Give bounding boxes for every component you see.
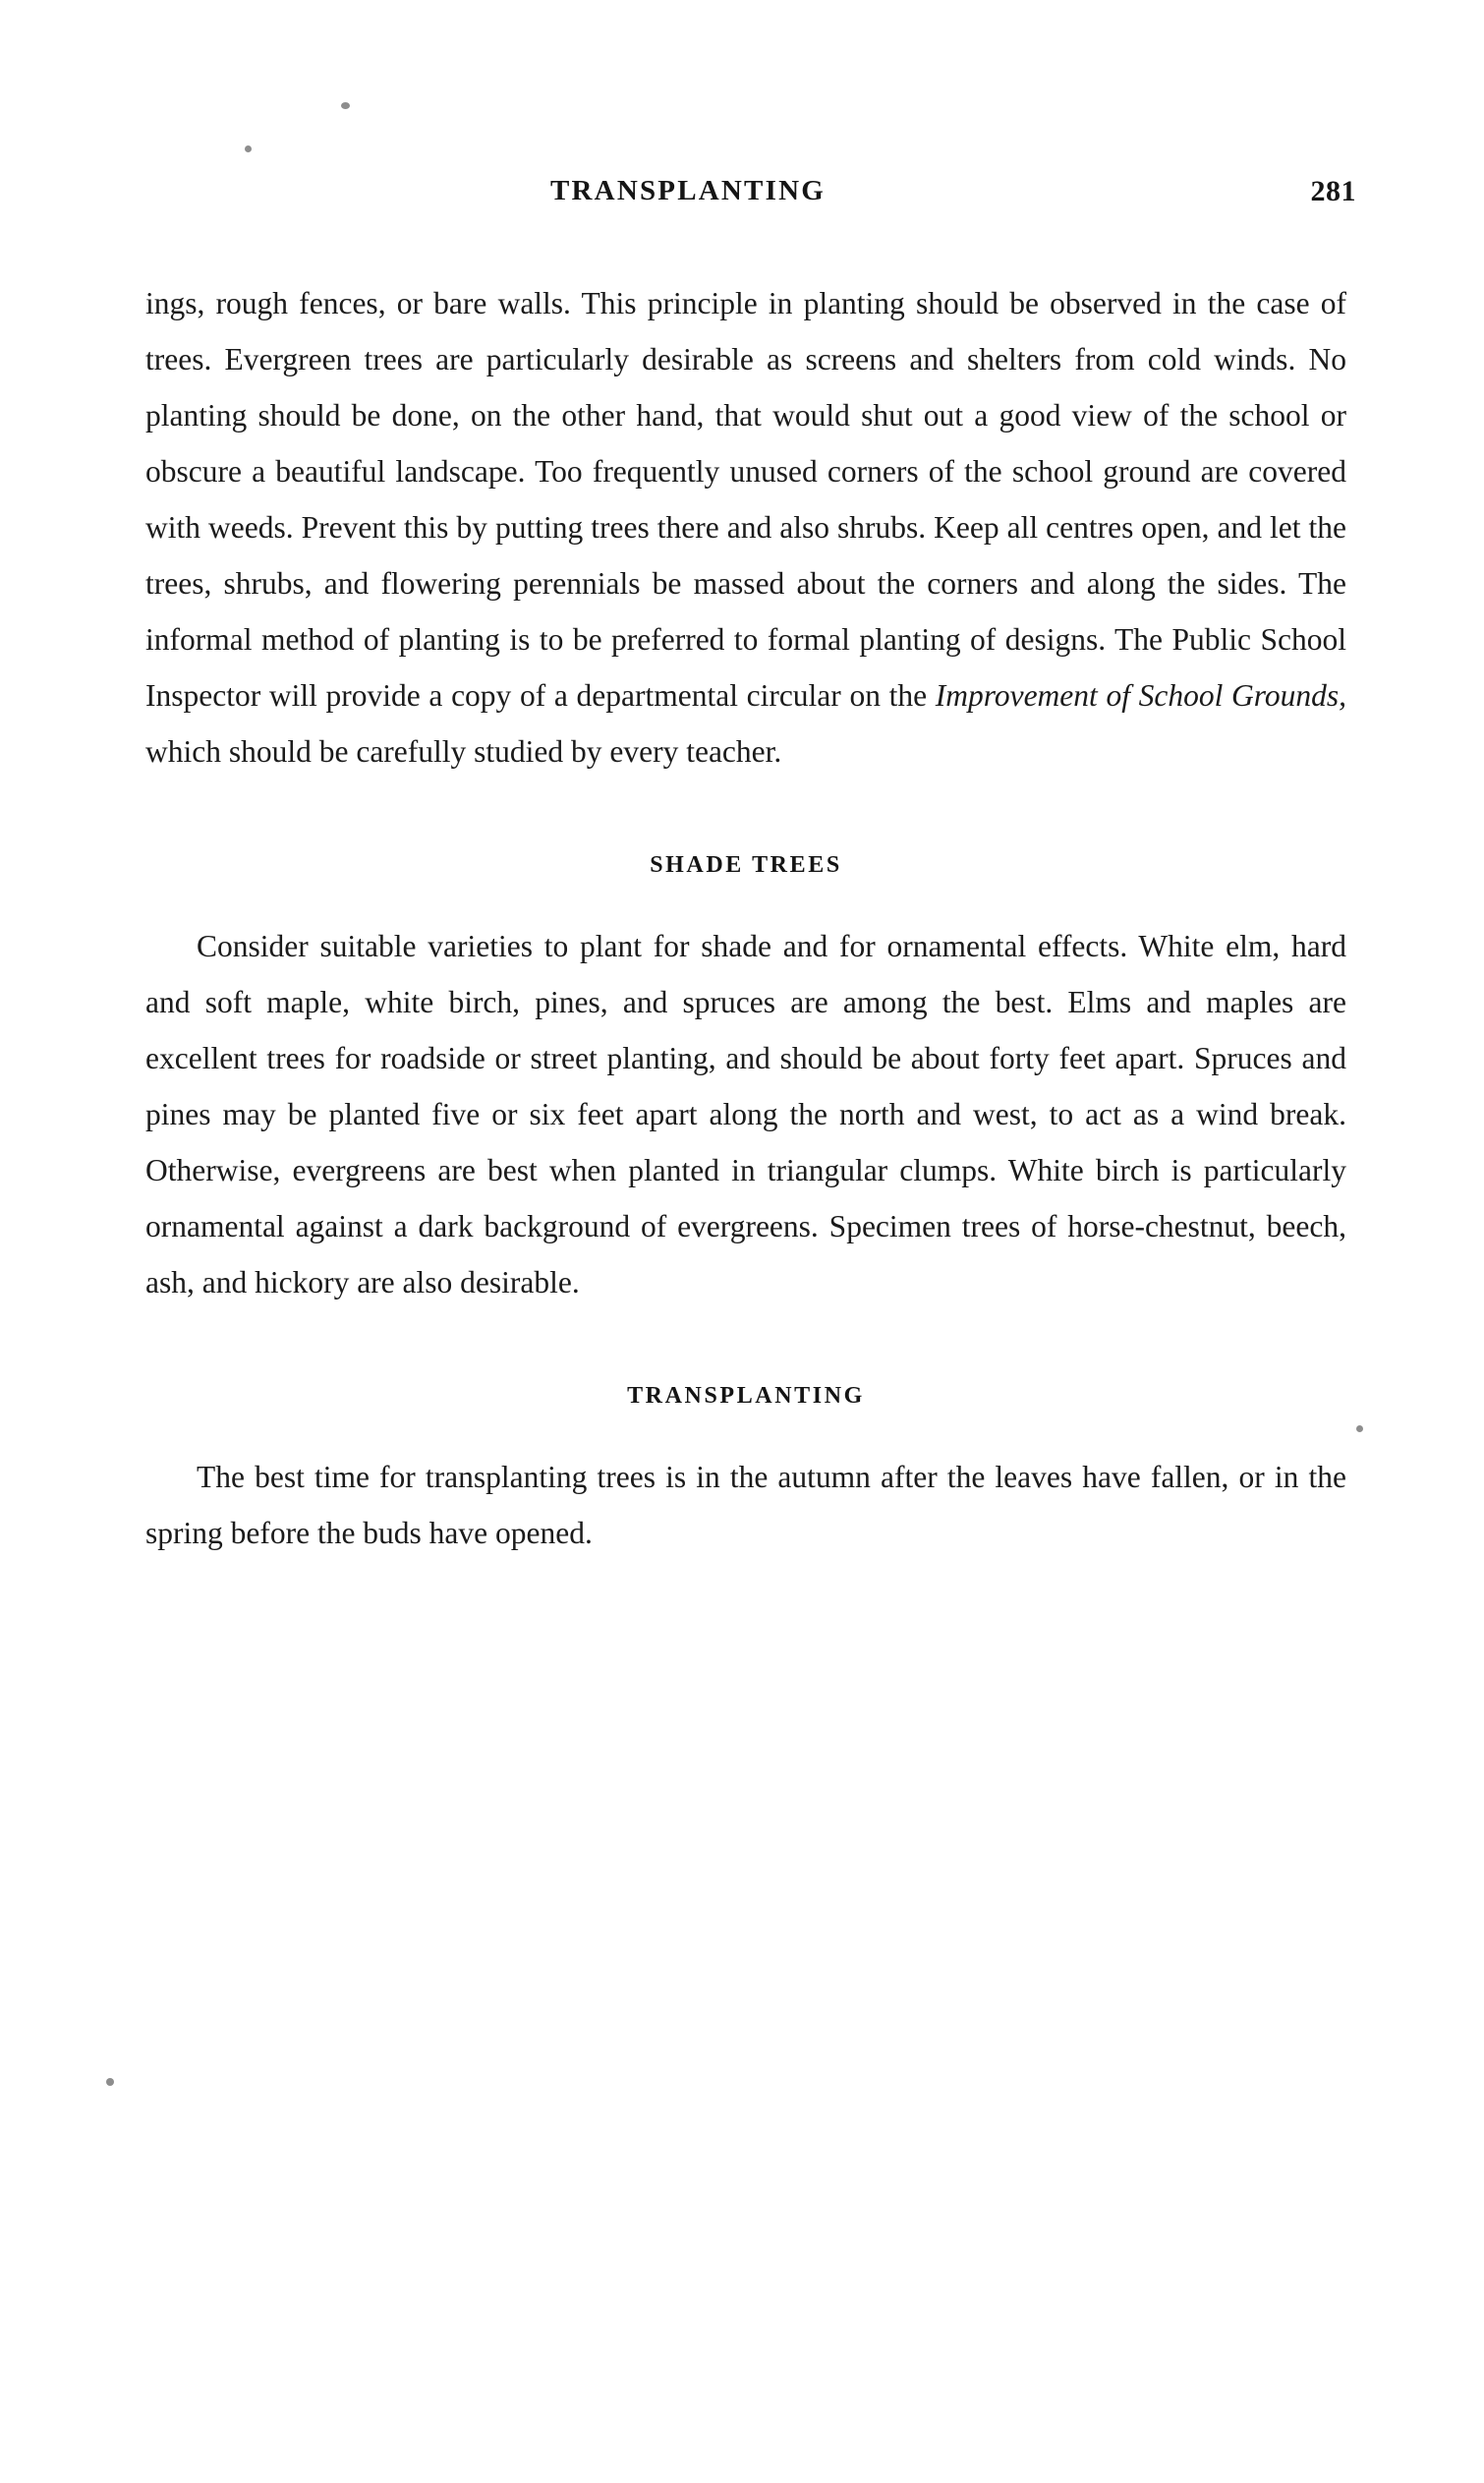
page-content — [145, 275, 1346, 1561]
paragraph-text-post: which should be carefully studied by every teacher. — [145, 734, 782, 769]
paragraph-transplanting: The best time for transplanting trees is in the autumn after the leaves have fallen, or in the spring before the buds have opened. — [145, 1460, 1346, 1550]
spacer — [145, 780, 1346, 852]
print-speck-icon — [341, 102, 350, 109]
print-speck-icon — [106, 2078, 114, 2086]
print-speck-icon — [245, 145, 252, 152]
print-speck-icon — [1356, 1425, 1363, 1432]
page-header — [147, 175, 1356, 214]
paragraph-text-pre: ings, rough fences, or bare walls. This principle in planting should be observed in the case of trees. Evergreen trees are particularly desirable as screens and shelters from cold winds. No planting should be done, on the other hand, that would shut out a good view of the school or obscure a beautiful landscape. Too frequently unused corners of the school ground are covered with weeds. Prevent this by putting trees there and also shrubs. Keep all centres open, and let the trees, shrubs, and flowering perennials be massed about the corners and along the sides. The informal method of planting is to be preferred to formal planting of designs. The Public School Inspector will provide a copy of a departmental circular on the — [145, 286, 1346, 713]
paragraph-continued — [145, 275, 1346, 780]
page-number: 281 — [1310, 175, 1356, 207]
running-head: TRANSPLANTING — [550, 175, 826, 206]
section-heading-transplanting: TRANSPLANTING — [627, 1383, 865, 1409]
section-heading-shade-trees: SHADE TREES — [650, 852, 842, 878]
spacer — [145, 1310, 1346, 1383]
paragraph-shade-trees: Consider suitable varieties to plant for shade and for ornamental effects. White elm, hard and soft maple, white birch, pines, and spruces are among the best. Elms and maples are excellent trees for roadside or street planting, and should be about forty feet apart. Spruces and pines may be planted five or six feet apart along the north and west, to act as a wind break. Otherwise, evergreens are best when planted in triangular clumps. White birch is particularly ornamental against a dark background of evergreens. Specimen trees of horse-chestnut, beech, ash, and hickory are also desirable. — [145, 929, 1346, 1299]
cited-title: Improvement of School Grounds, — [935, 678, 1346, 713]
spacer — [145, 1410, 1346, 1449]
spacer — [145, 879, 1346, 918]
